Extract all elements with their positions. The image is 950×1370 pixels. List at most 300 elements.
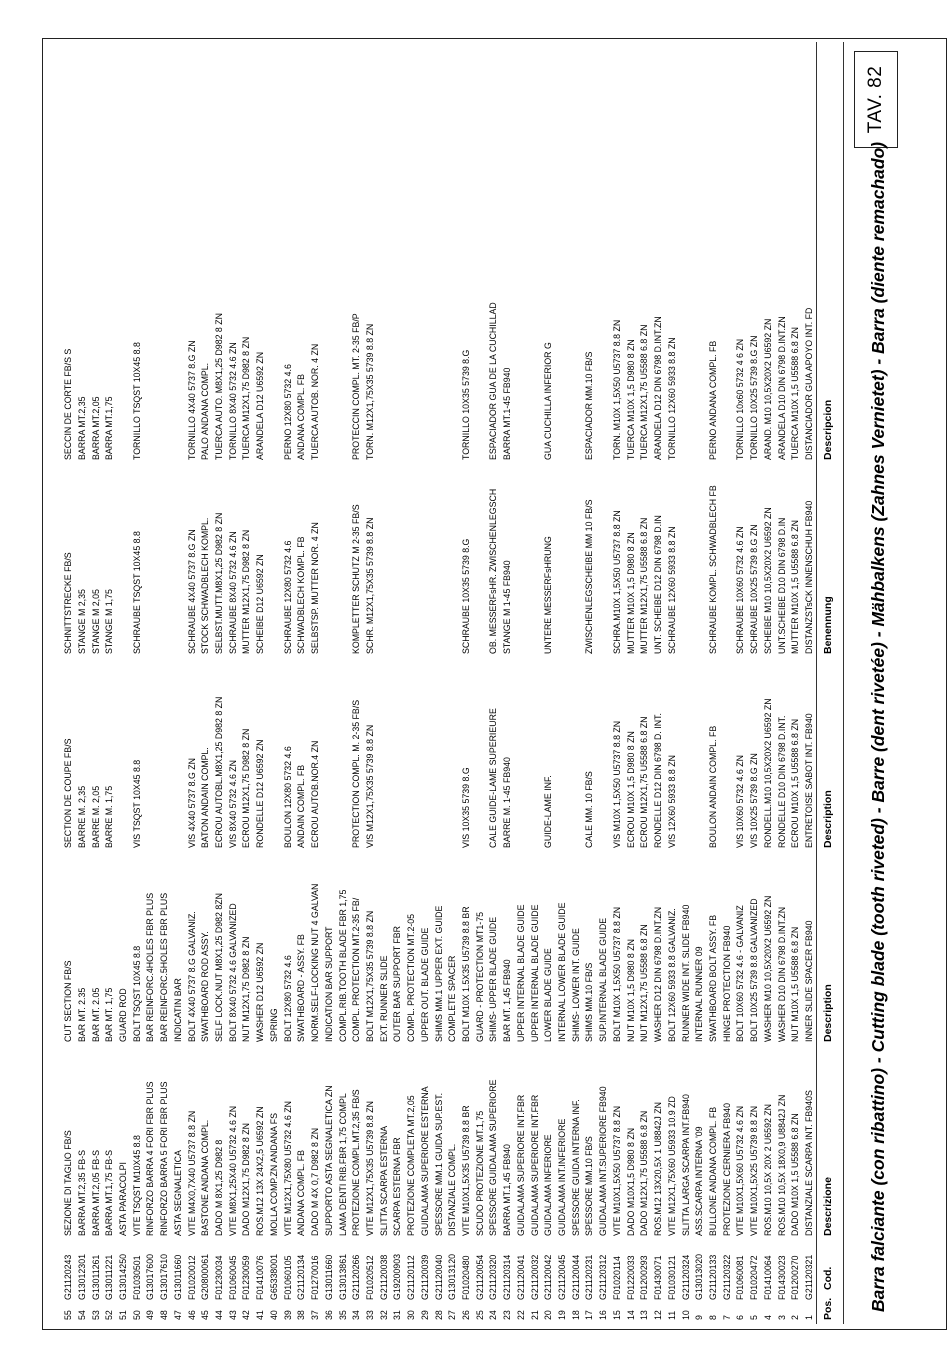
cell-cod: F01200270	[790, 1255, 801, 1300]
table-row	[159, 0, 170, 1370]
table-row	[420, 0, 431, 1370]
cell-es: ARANDELA D10 DIN 6798 D.INT.ZN	[776, 316, 787, 460]
cell-en: UPPER INTERNAL BLADE GUIDE	[529, 904, 540, 1042]
cell-cod: G21120040	[433, 1254, 444, 1300]
cell-cod: F01030121	[666, 1255, 677, 1300]
cell-pos: 25	[474, 1310, 485, 1320]
cell-de: STANGE M 2,05	[90, 589, 101, 654]
cell-es: ARANDELA D12 DIN 6798 D.INT.ZN	[653, 316, 664, 460]
cell-pos: 47	[172, 1310, 183, 1320]
cell-fr: ECROU M10X 1,5 U5588 6.8 ZN	[790, 718, 801, 848]
cell-fr: BOULON ANDAIN COMPL. FB	[707, 725, 718, 848]
cell-cod: G21120266	[351, 1254, 362, 1300]
cell-pos: 48	[159, 1310, 170, 1320]
cell-en: OUTER BAR SUPPORT FBR	[392, 925, 403, 1042]
table-row	[296, 0, 307, 1370]
cell-de: STANGE M 1,75	[104, 589, 115, 654]
cell-de: MUTTER M12X1,75 U5588 6.8 ZN	[639, 517, 650, 654]
cell-cod: G20800061	[200, 1254, 211, 1300]
table-row	[777, 0, 788, 1370]
cell-de: SCHEIBE D12 U6592 ZN	[255, 554, 266, 654]
cell-pos: 24	[488, 1310, 499, 1320]
cell-it: VITE M10X1,5X50 U5737 8.8 ZN	[611, 1105, 622, 1236]
cell-es: ESPACIADOR MM.10 FB/S	[584, 351, 595, 460]
cell-de: STANGE M 2,35	[76, 589, 87, 654]
table-row	[639, 0, 650, 1370]
cell-cod: G13013861	[337, 1254, 348, 1300]
cell-cod: G21120243	[63, 1254, 74, 1300]
cell-pos: 14	[625, 1310, 636, 1320]
cell-pos: 2	[790, 1315, 801, 1320]
cell-cod: F01060045	[227, 1255, 238, 1300]
cell-en: BOLT 10X25 5739 8.8 GALVANIZED	[749, 898, 760, 1042]
cell-pos: 18	[570, 1310, 581, 1320]
table-row	[351, 0, 362, 1370]
cell-pos: 12	[653, 1310, 664, 1320]
header-rule-bottom	[816, 42, 817, 1324]
header-cod: Cod.	[822, 1266, 834, 1290]
cell-cod: G13011221	[104, 1254, 115, 1300]
cell-it: PROTEZIONE COMPL.MT.2,35 FB/S	[351, 1089, 362, 1236]
cell-de: SCHEIBE M10 10,5X20X2 U6592 ZN	[762, 507, 773, 654]
cell-fr: VIS M10X 1,5X50 U5737 8.8 ZN	[611, 720, 622, 848]
header-descrizione: Descrizione	[822, 1177, 834, 1236]
cell-cod: G13011660	[323, 1254, 334, 1300]
cell-it: GUIDALAMA SUPERIORE INT.FBR	[529, 1094, 540, 1236]
cell-pos: 29	[419, 1310, 430, 1320]
cell-it: GUIDALAMA INT.SUPERIORE FB940	[598, 1086, 609, 1236]
table-row	[255, 0, 266, 1370]
cell-en: WASHER M10 10,5X20X2 U6592 ZN	[762, 895, 773, 1042]
cell-fr: ECROU M10X 1,5 D980 8 ZN	[625, 731, 636, 848]
table-row	[214, 0, 225, 1370]
cell-it: VITE TSQST M10X45 8.8	[131, 1135, 142, 1236]
cell-pos: 43	[227, 1310, 238, 1320]
cell-de: OB. MESSERFsHR. ZWISCHENLEGSCH	[488, 488, 499, 654]
cell-es: TORNILLO 10x60 5732 4 6 ZN	[735, 338, 746, 460]
cell-it: BULLONE ANDANA COMPL. FB	[707, 1106, 718, 1236]
cell-en: UPPER INTERNAL BLADE GUIDE	[515, 904, 526, 1042]
table-row	[77, 0, 88, 1370]
cell-cod: F01020512	[364, 1255, 375, 1300]
cell-cod: G21120039	[419, 1254, 430, 1300]
cell-pos: 54	[76, 1310, 87, 1320]
cell-it: DADO M10X 1,5 U5588 6.8 ZN	[790, 1113, 801, 1236]
cell-pos: 20	[543, 1310, 554, 1320]
cell-en: NUT M12X1,75 U5588 6.8 ZN	[639, 924, 650, 1042]
cell-it: ROS.M10 10,5X 18X0,9 U8842J ZN	[776, 1094, 787, 1236]
table-row	[722, 0, 733, 1370]
cell-de: SCHRAUBE 12X80 5732 4.6	[282, 540, 293, 654]
cell-cod: G21120321	[804, 1254, 814, 1300]
cell-it: VITE M10X1,5X35 U5739 8.8 BR	[461, 1105, 471, 1236]
cell-it: PROTEZIONE CERNIERA FB940	[721, 1103, 732, 1236]
cell-fr: ECROU M12X1,75 D982 8 ZN	[241, 728, 252, 848]
cell-cod: G19200903	[392, 1254, 403, 1300]
cell-es: BARRA MT.1-45 FB940	[502, 367, 513, 460]
cell-pos: 35	[337, 1310, 348, 1320]
cell-it: PROTEZIONE COMPLETA MT.2,05	[406, 1095, 417, 1236]
table-row	[228, 0, 239, 1370]
table-row	[406, 0, 417, 1370]
cell-it: ROS.M12 13X 24X2,5 U6592 ZN	[255, 1106, 266, 1236]
cell-cod: F01020472	[749, 1255, 760, 1300]
cell-cod: G21120231	[584, 1254, 595, 1300]
cell-pos: 5	[749, 1315, 760, 1320]
cell-en: SELF LOCK.NUT M8X1,25 D982 8ZN	[214, 893, 225, 1042]
cell-pos: 38	[296, 1310, 307, 1320]
cell-pos: 53	[90, 1310, 101, 1320]
cell-it: ASTA PARACOLPI	[118, 1162, 128, 1236]
table-row	[749, 0, 760, 1370]
cell-de: UNT.SCHEIBE D10 DIN 6798 D.IN	[776, 517, 787, 654]
cell-cod: F01200293	[639, 1255, 650, 1300]
cell-cod: G21120032	[529, 1254, 540, 1300]
table-row	[626, 0, 637, 1370]
table-row	[571, 0, 582, 1370]
cell-it: SLITTA LARGA SCARPA INT.FB940	[680, 1094, 691, 1236]
cell-es: ARAND. M10 10,5X20X2 U6592 ZN	[762, 318, 773, 460]
cell-cod: G21120112	[406, 1255, 417, 1300]
cell-cod: G21120133	[707, 1254, 718, 1300]
cell-it: SPESSORE MM.1 GUIDA SUP.EST.	[433, 1092, 444, 1236]
cell-de: SCHR. M12X1,75X35 5739 8.8 ZN	[364, 517, 375, 654]
cell-de: SCHNITTSTRECKE FB/S	[63, 552, 74, 654]
cell-it: VITE M8X1,25X40 U5732 4.6 ZN	[227, 1105, 238, 1236]
cell-de: SCHRAUBE 10X60 5732 4.6 ZN	[735, 526, 746, 654]
cell-it: SCARPA ESTERNA FBR	[392, 1137, 403, 1236]
cell-es: PALO ANDANA COMPL.	[200, 362, 211, 460]
cell-en: SHIMS- UPPER BLADE GUIDE	[488, 916, 499, 1042]
cell-es: TORNILLO 10X25 5739 8.G ZN	[749, 335, 760, 460]
cell-pos: 42	[241, 1310, 252, 1320]
cell-fr: VIS M12X1,75X35 5739 8.8 ZN	[364, 724, 375, 848]
cell-it: BARRA MT.2,35 FB-S	[76, 1149, 87, 1236]
cell-it: RINFORZO BARRA 4 FORI FBR PLUS	[145, 1081, 156, 1236]
cell-pos: 32	[378, 1310, 389, 1320]
cell-cod: F01220033	[625, 1255, 636, 1300]
cell-es: TUERCA M12X1,75 D982 8 ZN	[241, 336, 252, 460]
cell-en: INTERNAL LOWER BLADE GUIDE	[557, 902, 568, 1042]
cell-de: SCHRAUBE 10X25 5739 8.G ZN	[749, 524, 760, 654]
table-number-box: TAV. 82	[854, 51, 898, 148]
cell-pos: 8	[707, 1315, 718, 1320]
cell-en: INDICATIN BAR	[172, 978, 183, 1042]
cell-en: EXT. RUNNER SLIDE	[378, 955, 389, 1042]
cell-es: TUERCA M12X1,75 U5588 6.8 ZN	[639, 324, 650, 460]
cell-de: DISTANZSTsCK INNENSCHUH FB940	[804, 500, 814, 654]
cell-pos: 26	[461, 1310, 471, 1320]
cell-es: DISTANCIADOR GUA APOYO INT. FD	[804, 307, 814, 460]
cell-en: INNER SLIDE SPACER FB940	[804, 920, 814, 1042]
cell-it: VITE M4X0,7X40 U5737 8.8 ZN	[186, 1110, 197, 1236]
cell-es: TUERCA AUTO. M8X1,25 D982 8 ZN	[214, 313, 225, 460]
cell-cod: F01270016	[310, 1255, 321, 1300]
cell-pos: 33	[364, 1310, 375, 1320]
cell-it: SPESSORE MM.10 FB/S	[584, 1136, 595, 1236]
cell-pos: 40	[268, 1310, 279, 1320]
cell-cod: G21120312	[598, 1254, 609, 1300]
table-row	[502, 0, 513, 1370]
cell-en: BOLT M12X1,75X35 5739 8.8 ZN	[364, 910, 375, 1042]
cell-it: DADO M 4X 0,7 D982 8 ZN	[310, 1127, 321, 1236]
cell-es: TORNILLO 8X40 5732 4.6 ZN	[227, 342, 238, 460]
cell-fr: SECTION DE COUPE FB/S	[63, 738, 74, 848]
cell-pos: 51	[118, 1310, 128, 1320]
cell-cod: G21120314	[502, 1254, 513, 1300]
cell-de: SELBST.MUTT.M8X1,25 D982 8 ZN	[214, 512, 225, 654]
cell-de: UNT. SCHEIBE D12 DIN 6798 D.IN	[653, 515, 664, 654]
cell-pos: 17	[584, 1310, 595, 1320]
cell-pos: 9	[694, 1315, 705, 1320]
cell-it: SUPPORTO ASTA SEGNALETICA ZN	[323, 1085, 334, 1236]
cell-it: LAMA DENTI RIB.FBR 1,75 COMPL	[337, 1093, 348, 1236]
header-descripcion: Descripcion	[822, 399, 834, 460]
cell-cod: F01430023	[776, 1255, 787, 1300]
cell-pos: 19	[557, 1310, 568, 1320]
cell-de: STANGE M 1-45 FB940	[502, 560, 513, 654]
cell-it: RINFORZO BARRA 5 FORI FBR PLUS	[159, 1081, 170, 1236]
table-row	[543, 0, 554, 1370]
cell-it: DADO M12X1,75 U5588 6.8 ZN	[639, 1110, 650, 1236]
cell-fr: ECROU AUTOB.NOR.4 ZN	[310, 740, 321, 848]
cell-cod: F01410064	[762, 1255, 773, 1300]
cell-cod: G65338001	[268, 1254, 279, 1300]
cell-fr: BARRE M. 1-45 FB940	[502, 757, 513, 848]
cell-fr: VIS 10X25 5739 8.G ZN	[749, 753, 760, 848]
cell-cod: F01430071	[653, 1255, 664, 1300]
cell-en: NUT M12X1,75 D982 8 ZN	[241, 936, 252, 1042]
cell-it: ASS.SCARPA INTERNA '09	[694, 1126, 705, 1236]
cell-de: ZWISCHENLEGSCHEIBE MM 10 FB/S	[584, 499, 595, 654]
table-row	[667, 0, 678, 1370]
cell-cod: G21120320	[488, 1254, 499, 1300]
cell-en: SWATHBOARD BOLT ASSY. FB	[707, 914, 718, 1042]
cell-pos: 45	[200, 1310, 211, 1320]
cell-pos: 1	[804, 1315, 814, 1320]
cell-de: KOMPLETTER SCHUTZ M 2-35 FB/S	[351, 504, 362, 654]
table-row	[145, 0, 156, 1370]
cell-cod: F01410076	[255, 1255, 266, 1300]
cell-en: LOWER BLADE GUIDE	[543, 948, 554, 1042]
cell-en: WASHER D10 DIN 6798 D.INT.ZN	[776, 906, 787, 1042]
cell-en: HINGE PROTECTION FB940	[721, 925, 732, 1042]
cell-cod: G21120045	[557, 1254, 568, 1300]
table-row	[365, 0, 376, 1370]
cell-it: BARRA MT.1,75 FB-S	[104, 1149, 115, 1236]
cell-en: BOLT 10X60 5732 4.6 - GALVANIZ	[735, 905, 746, 1042]
cell-es: TORNILLO 12X60 5933 8.8 ZN	[666, 337, 677, 460]
cell-es: GUA CUCHILLA INFERIOR G	[543, 342, 554, 460]
cell-it: ROS.M10 10,5X 20X 2 U6592 ZN	[762, 1103, 773, 1236]
table-row	[804, 0, 815, 1370]
cell-en: BOLT M10X 1.5X35 U5739 8.8 BR	[461, 906, 471, 1042]
table-row	[735, 0, 746, 1370]
cell-fr: RONDELLE D12 U6592 ZN	[255, 739, 266, 848]
cell-it: MOLLA COMP.ZN ANDANA FS	[268, 1112, 279, 1236]
cell-cod: G13011660	[172, 1254, 183, 1300]
cell-en: BOLT 12X80 5732 4.6	[282, 955, 293, 1042]
cell-fr: VIS TSQST 10X45 8.8	[131, 759, 142, 848]
cell-cod: G13013020	[694, 1254, 705, 1300]
table-row	[91, 0, 102, 1370]
cell-cod: G13017610	[159, 1254, 170, 1300]
cell-es: TUERCA M10X 1,5 U5588 6.8 ZN	[790, 327, 801, 460]
cell-de: SCHWADBLECH KOMPL. FB	[296, 536, 307, 654]
table-row	[584, 0, 595, 1370]
table-row	[63, 0, 74, 1370]
header-description-en: Description	[822, 984, 834, 1042]
table-row	[310, 0, 321, 1370]
cell-en: BOLT 12X60 5933 8.8 GALVANIZ.	[666, 908, 677, 1042]
cell-pos: 55	[63, 1310, 74, 1320]
cell-de: MUTTER M10X 1,5 D980 8 ZN	[625, 532, 636, 654]
cell-it: SLITTA SCARPA ESTERNA	[378, 1125, 389, 1236]
cell-en: BAR REINFORC.5HOLES FBR PLUS	[159, 892, 170, 1042]
table-row	[708, 0, 719, 1370]
cell-fr: VIS 10X60 5732 4.6 ZN	[735, 755, 746, 848]
cell-cod: G21120322	[721, 1254, 732, 1300]
cell-en: COMPLETE SPACER	[447, 955, 458, 1042]
cell-fr: BARRE M. 2,35	[76, 785, 87, 848]
cell-en: COMPL. PROTECTION MT.2-05	[406, 913, 417, 1042]
cell-en: BAR MT. 2.35	[76, 987, 87, 1042]
cell-cod: F01060081	[735, 1255, 746, 1300]
cell-fr: RONDELLE D12 DIN 6798 D. INT.	[653, 713, 664, 848]
cell-en: NUT M10X 1,5 D980 8 ZN	[625, 939, 636, 1042]
cell-de: SCHRAUBE 8X40 5732 4.6 ZN	[227, 531, 238, 654]
cell-pos: 13	[639, 1310, 650, 1320]
cell-en: SHIMS- LOWER INT. GUIDE	[570, 928, 581, 1042]
cell-en: CUT SECTION FB/S	[63, 960, 74, 1042]
table-row	[283, 0, 294, 1370]
cell-de: SCHRAUBE TSQST 10X45 8.8	[131, 531, 142, 654]
cell-fr: BARRE M. 1,75	[104, 785, 115, 848]
table-row	[187, 0, 198, 1370]
cell-cod: G13014250	[118, 1254, 128, 1300]
cell-en: RUNNER WIDE INT. SLIDE FB940	[680, 904, 691, 1042]
cell-es: TORN. M12X1,75X35 5739 8.8 ZN	[364, 323, 375, 460]
table-row	[653, 0, 664, 1370]
cell-it: SPESSORE GUIDA INTERNA INF.	[570, 1099, 581, 1236]
cell-pos: 7	[721, 1315, 732, 1320]
cell-it: BARRA MT.2,05 FB-S	[90, 1149, 101, 1236]
cell-cod: F01020012	[186, 1255, 197, 1300]
cell-cod: F01020480	[461, 1255, 471, 1300]
cell-es: ARANDELA D12 U6592 ZN	[255, 351, 266, 460]
cell-en: WASHER D12 DIN 6798 D.INT.ZN	[653, 906, 664, 1042]
table-row	[118, 0, 129, 1370]
header-pos: Pos.	[822, 1297, 834, 1320]
cell-it: BASTONE ANDANA COMPL.	[200, 1119, 211, 1236]
cell-pos: 23	[502, 1310, 513, 1320]
cell-en: SHIMS MM.10 FB/S	[584, 962, 595, 1042]
table-row	[173, 0, 184, 1370]
cell-de: SCHRAUBE KOMPL. SCHWADBLECH FB	[707, 485, 718, 654]
cell-pos: 50	[131, 1310, 142, 1320]
cell-es: ANDANA COMPL. FB	[296, 373, 307, 460]
table-row	[488, 0, 499, 1370]
cell-it: ASTA SEGNALETICA	[172, 1150, 183, 1236]
cell-it: ANDANA COMPL. FB	[296, 1149, 307, 1236]
cell-cod: F01020114	[611, 1256, 622, 1300]
cell-cod: G21120038	[378, 1254, 389, 1300]
cell-fr: GUIDE-LAME INF.	[543, 775, 554, 848]
cell-cod: G21120054	[474, 1254, 485, 1300]
cell-de: SELBSTSP. MUTTER NOR. 4 ZN	[310, 522, 321, 654]
cell-en: BAR MT. 2.05	[90, 987, 101, 1042]
cell-pos: 3	[776, 1315, 787, 1320]
cell-fr: VIS 4X40 5737 8.G ZN	[186, 758, 197, 848]
cell-cod: G21120041	[515, 1254, 526, 1300]
cell-en: GUARD ROD	[118, 988, 128, 1042]
cell-fr: BARRE M. 2,05	[90, 785, 101, 848]
cell-it: VITE M12X1,75X80 U5732 4.6 ZN	[282, 1101, 293, 1236]
cell-es: TUERCA AUTOB. NOR. 4 ZN	[310, 343, 321, 460]
cell-de: SCHRAUBE 4X40 5737 8.G ZN	[186, 529, 197, 654]
cell-cod: G13017600	[145, 1254, 156, 1300]
cell-fr: PROTECTION COMPL. M. 2-35 FB/S	[351, 699, 362, 848]
cell-en: BOLT M10X 1,5X50 U5737 8.8 ZN	[611, 906, 622, 1042]
cell-fr: VIS 8X40 5732 4.6 ZN	[227, 759, 238, 848]
cell-fr: ANDAIN COMPL. FB	[296, 764, 307, 848]
table-row	[516, 0, 527, 1370]
cell-it: GUIDALAMA INT.INFERIORE	[557, 1118, 568, 1236]
cell-de: SCHRAUBE 12X60 5933 8.8 ZN	[666, 526, 677, 654]
cell-de: UNTERE MESSERFsHRUNG	[543, 536, 554, 654]
cell-en: NUT M10X 1,5 U5588 6.8 ZN	[790, 926, 801, 1042]
cell-pos: 28	[433, 1310, 444, 1320]
cell-it: DISTANZIALE SCARPA INT. FB940S	[804, 1090, 814, 1236]
cell-en: INDICATION BAR SUPPORT	[323, 926, 334, 1042]
cell-cod: G13012301	[76, 1254, 87, 1300]
cell-de: SCHRAUBE 10X35 5739 8.G	[461, 538, 471, 654]
cell-it: GUIDALAMA SUPERIORE INT.FBR	[515, 1094, 526, 1236]
cell-en: UPPER OUT. BLADE GUIDE	[419, 927, 430, 1042]
page-title: Barra falciante (con ribattino) - Cutting blade (tooth riveted) - Barre (dent rivetée) - Mähbalkens (Zahnes Vernietet) - Barra (diente remachado)	[868, 141, 888, 1312]
cell-pos: 49	[145, 1310, 156, 1320]
cell-fr: CALE GUIDE-LAME SUPERIEURE	[488, 708, 499, 848]
cell-de: MUTTER M12X1,75 D982 8 ZN	[241, 529, 252, 654]
table-row	[324, 0, 335, 1370]
cell-es: TORN. M10X 1,5X50 U5737 8.8 ZN	[611, 319, 622, 460]
cell-it: VITE M10X1,5X60 U5732 4.6 ZN	[735, 1105, 746, 1236]
cell-it: BARRA MT.1,45 FB940	[502, 1144, 513, 1236]
cell-fr: CALE MM. 10 FB/S	[584, 771, 595, 848]
table-row	[681, 0, 692, 1370]
cell-pos: 52	[104, 1310, 115, 1320]
cell-cod: F01230059	[241, 1255, 252, 1300]
cell-es: BARRA MT.2,35	[76, 396, 87, 460]
header-benennung: Benennung	[822, 596, 834, 654]
cell-pos: 41	[255, 1310, 266, 1320]
cell-en: SWATHBOARD - ASSY. FB	[296, 934, 307, 1042]
cell-pos: 21	[529, 1310, 540, 1320]
cell-pos: 27	[447, 1310, 458, 1320]
cell-cod: F01060105	[282, 1255, 293, 1300]
cell-pos: 44	[214, 1310, 225, 1320]
cell-cod: F01230034	[214, 1255, 225, 1300]
cell-en: SUP.INTERNAL BLADE GUIDE	[598, 917, 609, 1042]
cell-es: PERNO ANDANA COMPL. FB	[707, 340, 718, 460]
cell-fr: RONDELLE D10 DIN 6798 D.INT.	[776, 715, 787, 848]
cell-es: BARRA MT.1,75	[104, 396, 115, 460]
cell-fr: VIS 12X60 5933 8.8 ZN	[666, 755, 677, 848]
cell-en: BOLT 4X40 5737 8.G GALVANIZ.	[186, 911, 197, 1042]
table-row	[338, 0, 349, 1370]
cell-en: GUARD - PROTECTION MT1-75	[474, 911, 485, 1042]
cell-pos: 39	[282, 1310, 293, 1320]
